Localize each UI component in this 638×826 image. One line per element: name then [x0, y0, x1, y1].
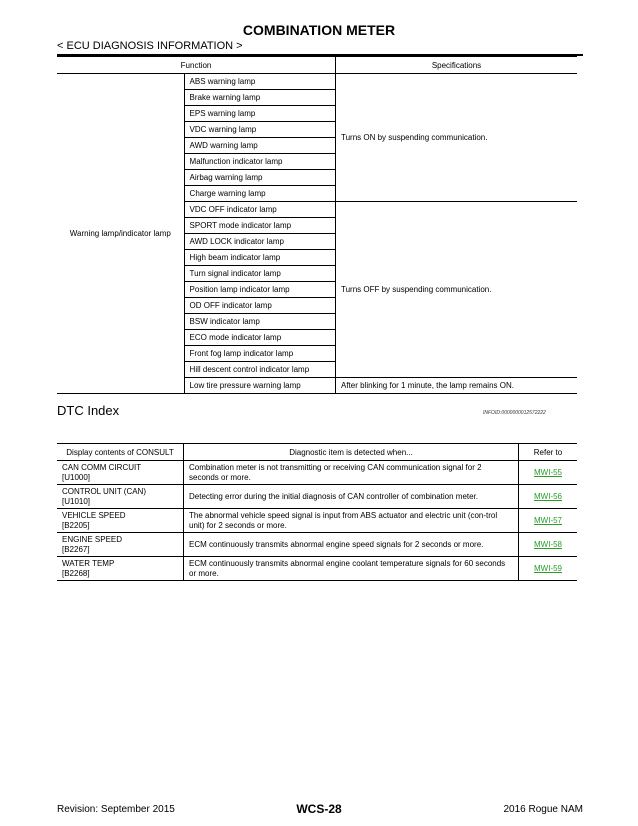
lamp-cell: Turn signal indicator lamp [184, 266, 335, 282]
lamp-cell: Charge warning lamp [184, 186, 335, 202]
info-id: INFOID:0000000012572222 [483, 410, 546, 416]
lamp-cell: High beam indicator lamp [184, 250, 335, 266]
dtc-name: ENGINE SPEED [62, 534, 123, 544]
dtc-ref [519, 557, 578, 581]
footer-page: WCS-28 [296, 802, 342, 816]
ref-link[interactable]: MWI-57 [534, 515, 562, 525]
lamp-cell: Airbag warning lamp [184, 170, 335, 186]
col-function: Function [57, 57, 336, 74]
spec-cell: Turns OFF by suspending communication. [336, 202, 578, 378]
ref-link[interactable]: MWI-55 [534, 467, 562, 477]
lamp-cell: SPORT mode indicator lamp [184, 218, 335, 234]
dtc-name: CONTROL UNIT (CAN) [62, 486, 146, 496]
lamp-cell: AWD warning lamp [184, 138, 335, 154]
lamp-cell: Hill descent control indicator lamp [184, 362, 335, 378]
spec-cell: After blinking for 1 minute, the lamp remains ON. [336, 378, 578, 394]
lamp-cell: BSW indicator lamp [184, 314, 335, 330]
footer-revision: Revision: September 2015 [57, 804, 175, 815]
lamp-cell: AWD LOCK indicator lamp [184, 234, 335, 250]
page-title: COMBINATION METER [242, 22, 396, 38]
table-row [57, 509, 577, 533]
spec-cell: Turns ON by suspending communication. [336, 74, 578, 202]
dtc-desc: Combination meter is not transmitting or receiving CAN communication signal for 2 seconds or more. [184, 461, 519, 485]
dtc-name: WATER TEMP [62, 558, 115, 568]
lamp-cell: ABS warning lamp [184, 74, 335, 90]
dtc-name: CAN COMM CIRCUIT [62, 462, 142, 472]
dtc-table [57, 443, 577, 581]
dtc-display [57, 461, 184, 485]
dtc-code: [U1000] [62, 472, 91, 482]
lamp-cell: Brake warning lamp [184, 90, 335, 106]
dtc-code: [B2268] [62, 568, 90, 578]
dtc-name: VEHICLE SPEED [62, 510, 126, 520]
dtc-desc: ECM continuously transmits abnormal engine speed signals for 2 seconds or more. [184, 533, 519, 557]
dtc-code: [U1010] [62, 496, 91, 506]
table-row [57, 461, 577, 485]
table-row [57, 557, 577, 581]
lamp-cell: Front fog lamp indicator lamp [184, 346, 335, 362]
dtc-code: [B2205] [62, 520, 90, 530]
dtc-ref [519, 533, 578, 557]
table-row [57, 485, 577, 509]
lamp-cell: VDC warning lamp [184, 122, 335, 138]
ref-link[interactable]: MWI-59 [534, 563, 562, 573]
dtc-code: [B2267] [62, 544, 90, 554]
lamp-cell: VDC OFF indicator lamp [184, 202, 335, 218]
col-item: Diagnostic item is detected when... [184, 444, 519, 461]
dtc-desc: ECM continuously transmits abnormal engine coolant temperature signals for 60 seconds or more. [184, 557, 519, 581]
footer-model: 2016 Rogue NAM [503, 804, 583, 815]
dtc-desc: Detecting error during the initial diagnosis of CAN controller of combination meter. [184, 485, 519, 509]
function-cell: Warning lamp/indicator lamp [57, 74, 184, 394]
ref-link[interactable]: MWI-56 [534, 491, 562, 501]
lamp-cell: EPS warning lamp [184, 106, 335, 122]
dtc-display [57, 509, 184, 533]
lamp-cell: Position lamp indicator lamp [184, 282, 335, 298]
lamp-cell: Low tire pressure warning lamp [184, 378, 335, 394]
dtc-display [57, 557, 184, 581]
function-spec-table [57, 56, 577, 394]
dtc-desc: The abnormal vehicle speed signal is input from ABS actuator and electric unit (con-trol unit) for 2 seconds or more. [184, 509, 519, 533]
lamp-cell: OD OFF indicator lamp [184, 298, 335, 314]
section-label: < ECU DIAGNOSIS INFORMATION > [57, 40, 243, 52]
lamp-cell: ECO mode indicator lamp [184, 330, 335, 346]
dtc-ref [519, 485, 578, 509]
lamp-cell: Malfunction indicator lamp [184, 154, 335, 170]
dtc-display [57, 485, 184, 509]
col-display: Display contents of CONSULT [57, 444, 184, 461]
dtc-heading: DTC Index [57, 403, 120, 418]
dtc-ref [519, 461, 578, 485]
col-ref: Refer to [519, 444, 578, 461]
dtc-ref [519, 509, 578, 533]
dtc-display [57, 533, 184, 557]
ref-link[interactable]: MWI-58 [534, 539, 562, 549]
col-spec: Specifications [336, 57, 578, 74]
table-row [57, 533, 577, 557]
